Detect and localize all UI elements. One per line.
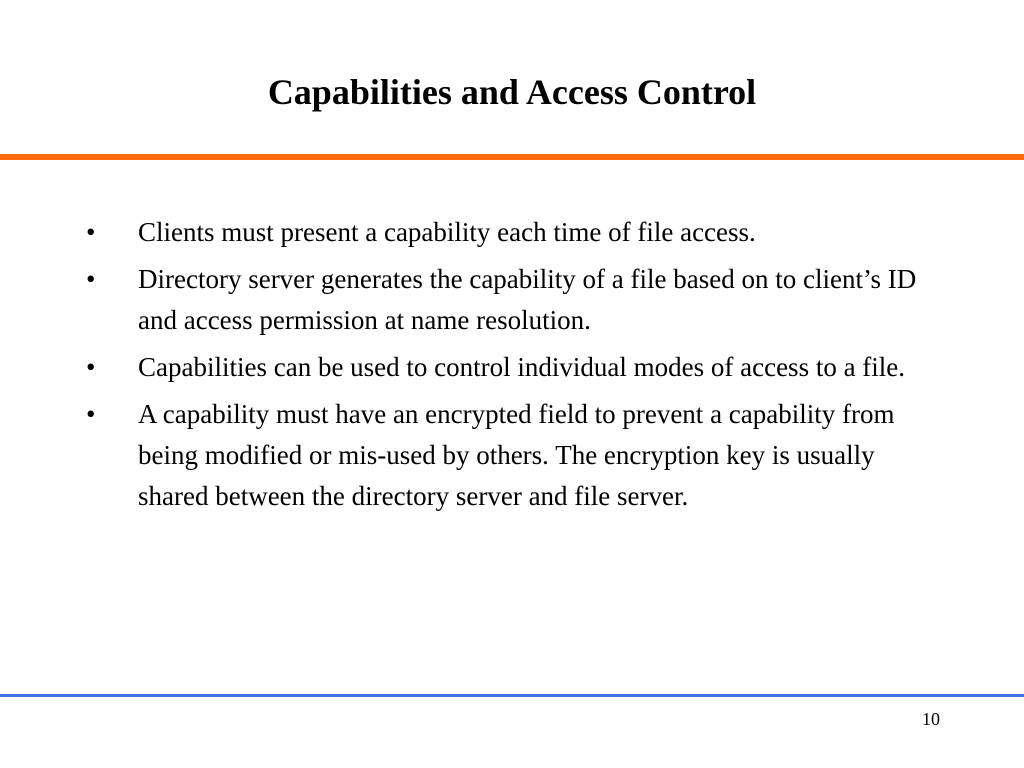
bullet-text: Clients must present a capability each time of file access. [138, 217, 756, 247]
bullet-text: Capabilities can be used to control individual modes of access to a file. [138, 352, 906, 382]
bullet-icon: • [86, 399, 96, 429]
bullet-text: Directory server generates the capability of a file based on to client’s ID and access permission at name resolution. [138, 264, 917, 335]
bullet-item [86, 212, 946, 253]
footer-divider-blue [0, 694, 1024, 697]
bullet-item [86, 259, 946, 341]
bullet-icon: • [86, 217, 96, 247]
bullet-list [86, 212, 946, 523]
bullet-icon: • [86, 264, 96, 294]
bullet-text: A capability must have an encrypted field to prevent a capability from being modified or mis-used by others. The encryption key is usually shared between the directory server and file server. [138, 399, 895, 511]
slide-title: Capabilities and Access Control [267, 72, 757, 112]
page-number: 10 [922, 709, 940, 729]
title-divider-orange [0, 154, 1024, 160]
bullet-item [86, 394, 946, 517]
bullet-icon: • [86, 352, 96, 382]
bullet-item [86, 347, 946, 388]
